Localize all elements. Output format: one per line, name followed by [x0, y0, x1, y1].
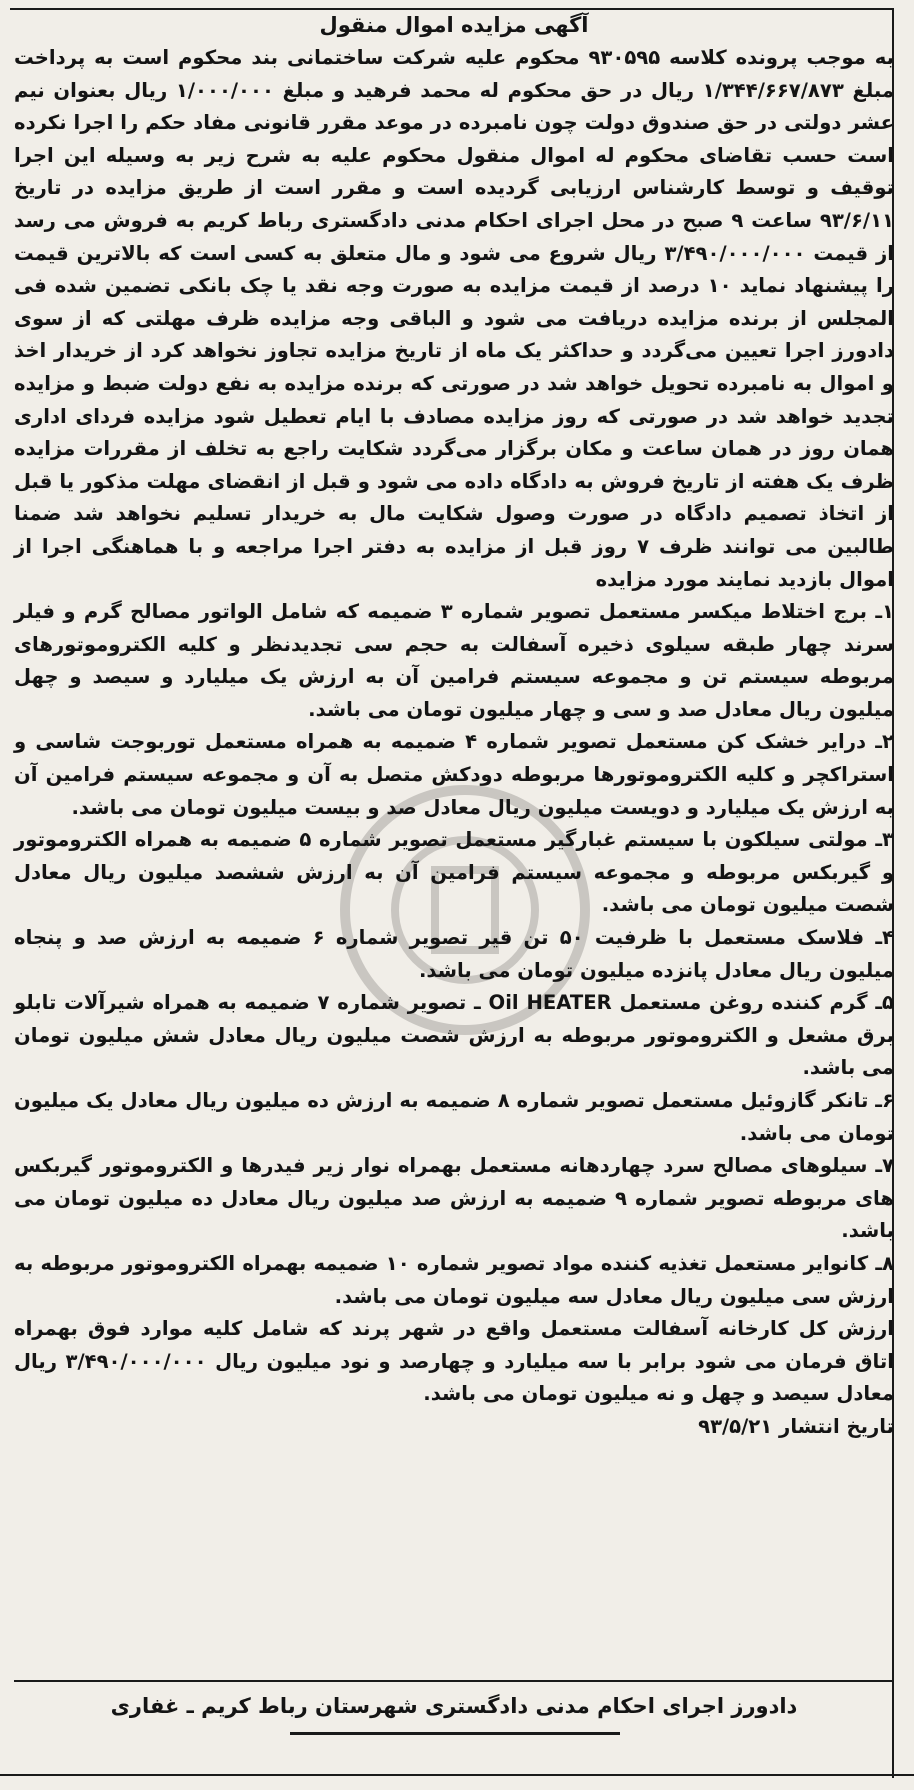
publish-date-line [14, 1411, 894, 1444]
signature-divider [14, 1680, 894, 1682]
notice-title: آگهی مزایده اموال منقول [319, 13, 589, 37]
total-value: ارزش کل کارخانه آسفالت مستعمل واقع در شهر پرند که شامل کلیه موارد فوق بهمراه اتاق فرمان می شود برابر با سه میلیارد و چهارصد و نود میلیون ریال ۳/۴۹۰/۰۰۰/۰۰۰ ریال معادل سیصد و چهل و نه میلیون تومان می باشد. [14, 1317, 894, 1406]
auction-item: ۳ـ مولتی سیلکون با سیستم غبارگیر مستعمل تصویر شماره ۵ ضمیمه به همراه الکتروموتور و گیربکس مربوطه و مجموعه سیستم فرامین آن به ارزش ششصد میلیون ریال معادل شصت میلیون تومان می باشد. [14, 828, 894, 917]
auction-item: ۶ـ تانکر گازوئیل مستعمل تصویر شماره ۸ ضمیمه به ارزش ده میلیون ریال معادل یک میلیون تومان می باشد. [14, 1089, 894, 1145]
signature: دادورز اجرای احکام مدنی دادگستری شهرستان رباط کریم ـ غفاری [110, 1694, 798, 1718]
publish-label: تاریخ انتشار [779, 1414, 894, 1438]
auction-item: ۲ـ درایر خشک کن مستعمل تصویر شماره ۴ ضمیمه به همراه مستعمل توربوجت شاسی و استراکچر و کلیه الکتروموتورها مربوطه دودکش متصل به آن و مجموعه سیستم فرامین آن به ارزش یک میلیارد و دویست میلیون ریال معادل صد و بیست میلیون تومان می باشد. [14, 730, 894, 819]
auction-item: ۷ـ سیلوهای مصالح سرد چهاردهانه مستعمل بهمراه نوار زیر فیدرها و الکتروموتور گیربکس های مربوطه تصویر شماره ۹ ضمیمه به ارزش صد میلیون ریال معادل ده میلیون تومان می باشد. [14, 1154, 894, 1243]
auction-item: ۸ـ کانوایر مستعمل تغذیه کننده مواد تصویر شماره ۱۰ ضمیمه بهمراه الکتروموتور مربوطه به ارزش سی میلیون ریال معادل سه میلیون تومان می باشد. [14, 1251, 894, 1308]
signature-underline [290, 1732, 620, 1735]
auction-item: ۴ـ فلاسک مستعمل با ظرفیت ۵۰ تن قیر تصویر شماره ۶ ضمیمه به ارزش صد و پنجاه میلیون ریال معادل پانزده میلیون تومان می باشد. [14, 926, 895, 982]
publish-date: ۹۳/۵/۲۱ [698, 1414, 773, 1438]
bottom-border [0, 1774, 914, 1776]
auction-item: ۵ـ گرم کننده روغن مستعمل Oil HEATER ـ تصویر شماره ۷ ضمیمه به همراه شیرآلات تابلو برق مشعل و الکتروموتور مربوطه به ارزش شصت میلیون ریال معادل شش میلیون تومان می باشد. [14, 991, 894, 1080]
notice-body [14, 10, 894, 1444]
notice-intro: به موجب پرونده کلاسه ۹۳۰۵۹۵ محکوم علیه شرکت ساختمانی بند محکوم است به پرداخت مبلغ ۱/۳۴۴/۶۶۷/۸۷۳ ریال در حق محکوم له محمد فرهید و مبلغ ۱/۰۰۰/۰۰۰ ریال بعنوان نیم عشر دولتی در حق صندوق دولت چون نامبرده در موعد مقرر قانونی مفاد حکم را اجرا نکرده است حسب تقاضای محکوم له اموال منقول محکوم علیه به شرح زیر به وسیله این اجرا توقیف و توسط کارشناس ارزیابی گردیده است و مقرر است از طریق مزایده در تاریخ ۹۳/۶/۱۱ ساعت ۹ صبح در محل اجرای احکام مدنی دادگستری رباط کریم به فروش می رسد از قیمت ۳/۴۹۰/۰۰۰/۰۰۰ ریال شروع می شود و مال متعلق به کسی است که بالاترین قیمت را پیشنهاد نماید ۱۰ درصد از قیمت مزایده به صورت وجه نقد یا چک بانکی تضمین شده فی المجلس از برنده مزایده دریافت می شود و الباقی وجه مزایده ظرف مهلتی که از سوی دادورز اجرا تعیین می‌گردد و حداکثر یک ماه از تاریخ مزایده تجاوز نخواهد کرد از خریدار اخذ و اموال به نامبرده تحویل خواهد شد در صورتی که برنده مزایده به نفع دولت ضبط و مزایده تجدید خواهد شد در صورتی که روز مزایده مصادف با ایام تعطیل شود مزایده فردای اداری همان روز در همان ساعت و مکان برگزار می‌گردد شکایت راجع به تخلف از مقررات مزایده ظرف یک هفته از تاریخ فروش به دادگاه داده می شود و قبل از انقضای مهلت مذکور یا قبل از اتخاذ تصمیم دادگاه در صورت وصول شکایت مال به خریدار تسلیم نخواهد شد ضمنا طالبین می توانند ظرف ۷ روز قبل از مزایده به دفتر اجرا مراجعه و با هماهنگی اجرا از اموال بازدید نمایند مورد مزایده [14, 46, 894, 591]
auction-item: ۱ـ برج اختلاط میکسر مستعمل تصویر شماره ۳ ضمیمه که شامل الواتور مصالح گرم و فیلر سرند چهار طبقه سیلوی ذخیره آسفالت به حجم سی تجدیدنظر و کلیه الکتروموتورهای مربوطه سیستم تن و مجموعه سیستم فرامین آن به ارزش یک میلیارد و سیصد و چهل میلیون ریال معادل صد و سی و چهار میلیون تومان می باشد. [14, 600, 895, 721]
